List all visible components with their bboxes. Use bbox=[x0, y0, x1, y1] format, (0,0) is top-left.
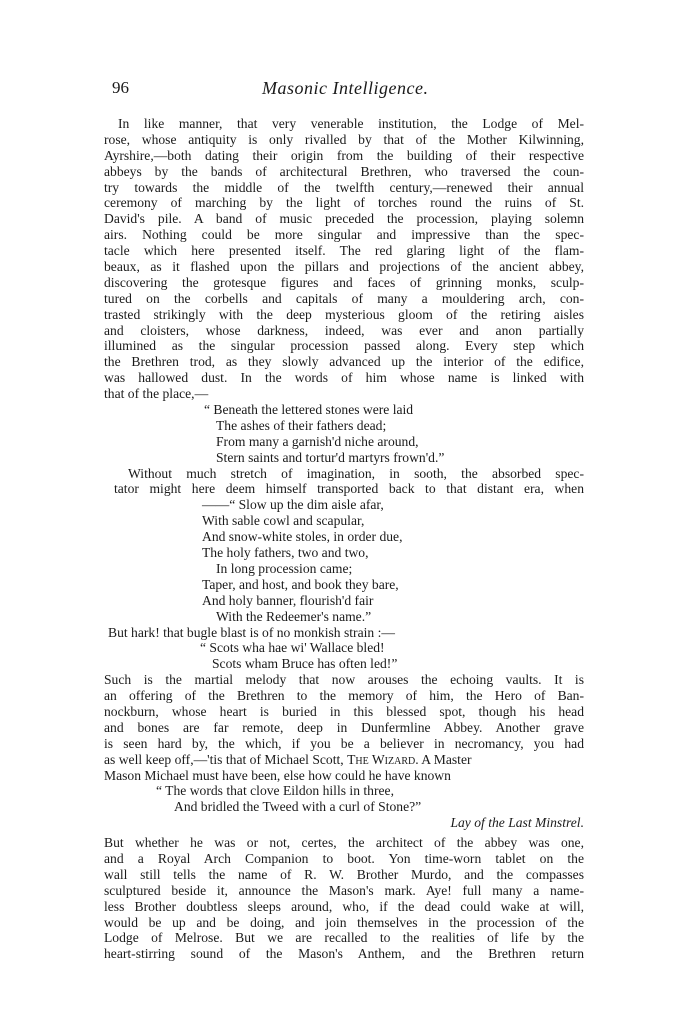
text-line: David's pile. A band of music preceded the procession, playing solemn bbox=[104, 211, 584, 227]
text-line: abbeys by the bands of architectural Brethren, who traversed the coun- bbox=[104, 163, 584, 179]
verse-line: With the Redeemer's name.” bbox=[216, 608, 372, 624]
text-line: less Brother doubtless sleeps around, who, if the dead could wake at will, bbox=[104, 898, 584, 914]
text-line: discovering the grotesque figures and faces of grinning monks, sculp- bbox=[104, 274, 584, 290]
text-line: would be up and be doing, and join themselves in the procession of the bbox=[104, 914, 584, 930]
verse-line: ——“ Slow up the dim aisle afar, bbox=[202, 497, 384, 513]
text-line: was hallowed dust. In the words of him whose name is linked with bbox=[104, 370, 584, 386]
text-line: heart-stirring sound of the Mason's Anthem, and the Brethren return bbox=[104, 946, 584, 962]
text-fragment: as well keep off,—'tis that of Michael Scott, bbox=[104, 751, 344, 767]
text-line: and bones are far remote, deep in Dunfermline Abbey. Another grave bbox=[104, 719, 584, 735]
text-line: that of the place,— bbox=[104, 386, 209, 402]
verse-line: Scots wham Bruce has often led!” bbox=[212, 656, 398, 672]
text-line: Ayrshire,—both dating their origin from the building of their respective bbox=[104, 147, 584, 163]
body-text bbox=[104, 116, 584, 962]
verse-line: From many a garnish'd niche around, bbox=[216, 433, 419, 449]
text-fragment: A Master bbox=[421, 751, 472, 767]
verse-line: The ashes of their fathers dead; bbox=[216, 417, 387, 433]
quote-attribution: Lay of the Last Minstrel. bbox=[450, 815, 584, 831]
text-line: tured on the corbells and capitals of many a mouldering arch, con- bbox=[104, 290, 584, 306]
wizard-small-caps: The Wizard. bbox=[347, 751, 419, 767]
page-number: 96 bbox=[112, 78, 129, 97]
text-line: Mason Michael must have been, else how could he have known bbox=[104, 767, 451, 783]
text-line: and cloisters, whose darkness, indeed, was ever and anon partially bbox=[104, 322, 584, 338]
text-line: ceremony of marching by the light of torches round the ruins of St. bbox=[104, 195, 584, 211]
text-line: Such is the martial melody that now arouses the echoing vaults. It is bbox=[104, 672, 584, 688]
text-line: an offering of the Brethren to the memory of him, the Hero of Ban- bbox=[104, 688, 584, 704]
verse-line: “ The words that clove Eildon hills in three, bbox=[156, 783, 394, 799]
text-line: Lodge of Melrose. But we are recalled to the realities of life by the bbox=[104, 930, 584, 946]
verse-line: The holy fathers, two and two, bbox=[202, 545, 369, 561]
text-line: But whether he was or not, certes, the architect of the abbey was one, bbox=[104, 835, 584, 851]
text-line: tator might here deem himself transported back to that distant era, when bbox=[114, 481, 584, 497]
text-line: sculptured beside it, announce the Mason's mark. Aye! full many a name- bbox=[104, 882, 584, 898]
verse-line: “ Beneath the lettered stones were laid bbox=[204, 402, 414, 418]
verse-line: And bridled the Tweed with a curl of Stone?” bbox=[174, 799, 422, 815]
verse-line: And snow-white stoles, in order due, bbox=[202, 529, 403, 545]
verse-line: Taper, and host, and book they bare, bbox=[202, 576, 399, 592]
verse-line: With sable cowl and scapular, bbox=[202, 513, 365, 529]
text-line: illumined as the singular procession passed along. Every step which bbox=[104, 338, 584, 354]
text-line: and a Royal Arch Companion to boot. Yon time-worn tablet on the bbox=[104, 850, 584, 866]
verse-line: Stern saints and tortur'd martyrs frown'd.” bbox=[216, 449, 445, 465]
text-line: trasted strikingly with the deep mysterious gloom of the retiring aisles bbox=[104, 306, 584, 322]
verse-line: In long procession came; bbox=[216, 560, 353, 576]
text-line: nockburn, whose heart is buried in this blessed spot, though his head bbox=[104, 703, 584, 719]
text-line: wall still tells the name of R. W. Brother Murdo, and the compasses bbox=[104, 866, 584, 882]
page-header bbox=[112, 78, 632, 102]
text-line bbox=[104, 752, 584, 768]
text-line: In like manner, that very venerable institution, the Lodge of Mel- bbox=[118, 116, 584, 131]
verse-line: And holy banner, flourish'd fair bbox=[202, 592, 374, 608]
text-line: But hark! that bugle blast is of no monkish strain :— bbox=[108, 624, 395, 640]
text-line: is seen hard by, the which, if you be a believer in necromancy, you had bbox=[104, 735, 584, 751]
text-line: airs. Nothing could be more singular and impressive than the spec- bbox=[104, 227, 584, 243]
text-line: tacle which here presented itself. The red glaring light of the flam- bbox=[104, 243, 584, 259]
text-line: try towards the middle of the twelfth century,—renewed their annual bbox=[104, 179, 584, 195]
text-line: Without much stretch of imagination, in sooth, the absorbed spec- bbox=[128, 465, 584, 481]
text-line: beaux, as it flashed upon the pillars and projections of the ancient abbey, bbox=[104, 259, 584, 275]
verse-line: “ Scots wha hae wi' Wallace bled! bbox=[200, 640, 385, 656]
running-title: Masonic Intelligence. bbox=[262, 78, 429, 98]
text-line: the Brethren trod, as they slowly advanced up the interior of the edifice, bbox=[104, 354, 584, 370]
text-line: rose, whose antiquity is only rivalled by that of the Mother Kilwinning, bbox=[104, 131, 584, 147]
